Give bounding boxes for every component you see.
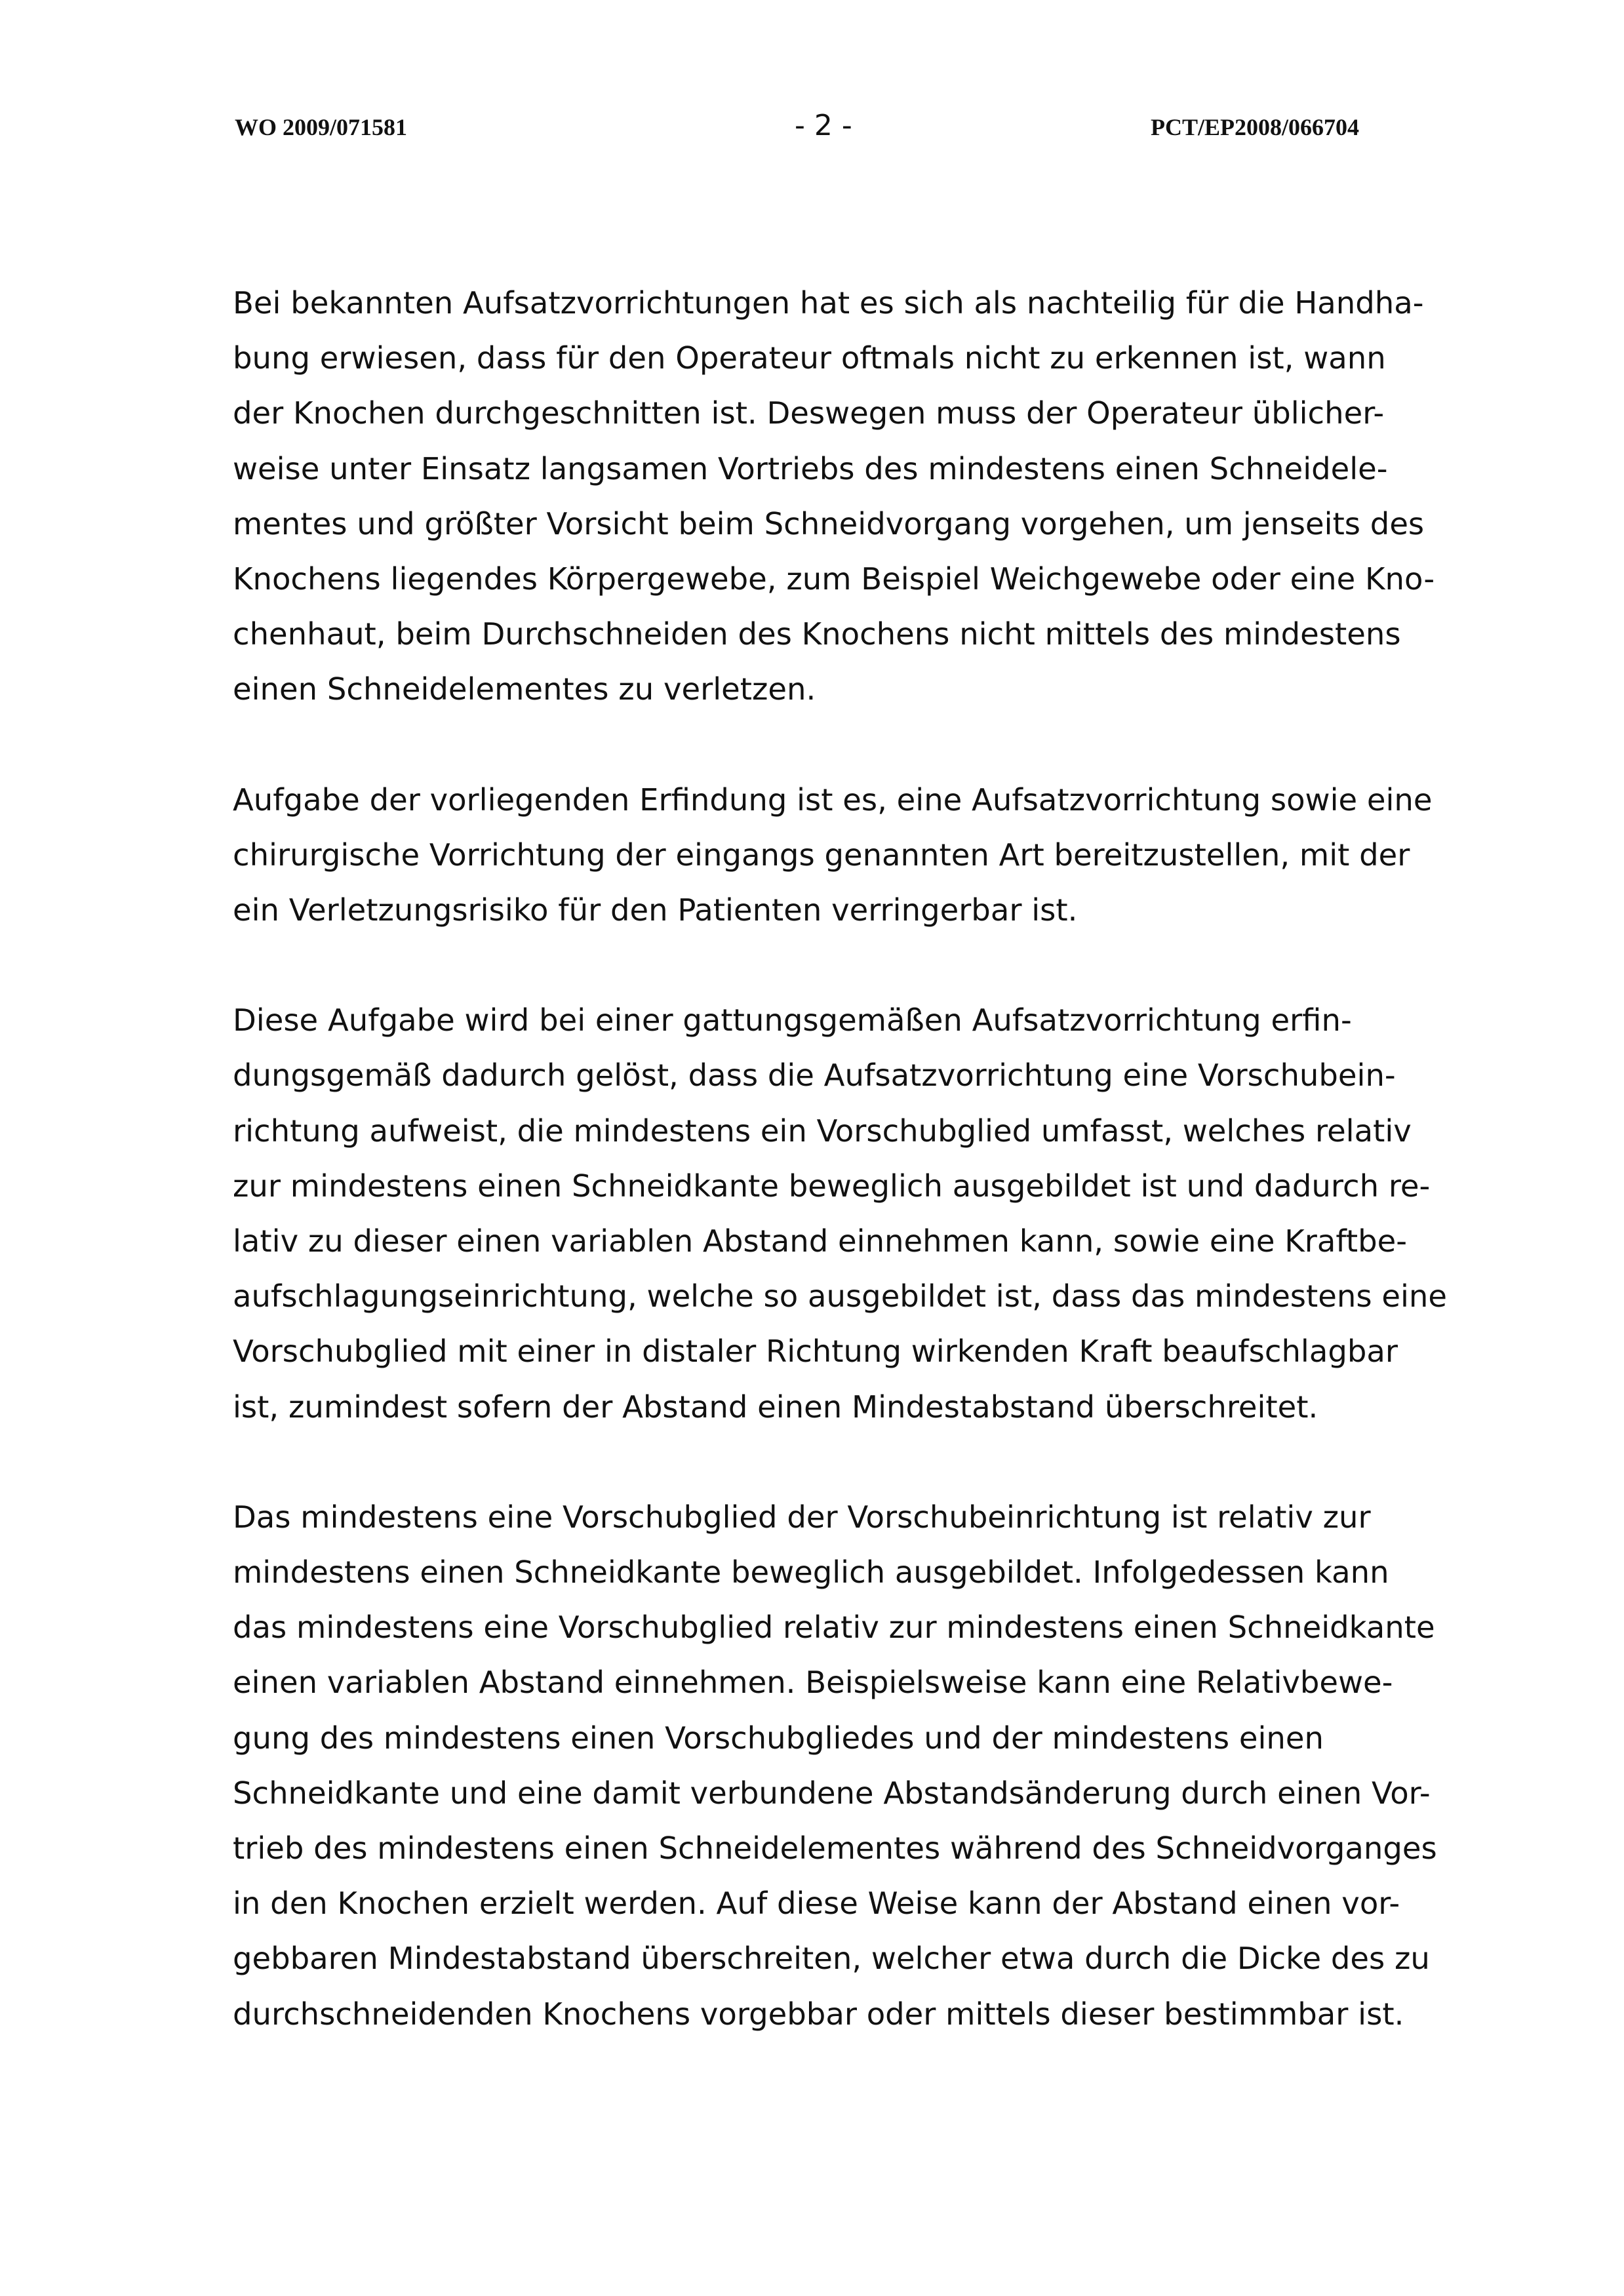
text-line: in den Knochen erzielt werden. Auf diese Weise kann der Abstand einen vor- [233, 1886, 1400, 1922]
text-line: mentes und größter Vorsicht beim Schneidvorgang vorgehen, um jenseits des [233, 505, 1425, 542]
text-line: Aufgabe der vorliegenden Erfindung ist es, eine Aufsatzvorrichtung sowie eine [233, 782, 1433, 818]
text-line: trieb des mindestens einen Schneidelementes während des Schneidvorganges [233, 1831, 1437, 1867]
text-line: Knochens liegendes Körpergewebe, zum Beispiel Weichgewebe oder eine Kno- [233, 561, 1435, 597]
text-line: Diese Aufgabe wird bei einer gattungsgemäßen Aufsatzvorrichtung erfin- [233, 1002, 1352, 1039]
text-line: ist, zumindest sofern der Abstand einen Mindestabstand überschreitet. [233, 1389, 1318, 1425]
paragraph-1 [233, 275, 1433, 717]
text-line: Vorschubglied mit einer in distaler Richtung wirkenden Kraft beaufschlagbar [233, 1334, 1398, 1370]
text-line: bung erwiesen, dass für den Operateur oftmals nicht zu erkennen ist, wann [233, 340, 1386, 376]
text-line: richtung aufweist, die mindestens ein Vorschubglied umfasst, welches relativ [233, 1113, 1412, 1149]
paragraph-3 [233, 993, 1447, 1435]
text-line: mindestens einen Schneidkante beweglich ausgebildet. Infolgedessen kann [233, 1554, 1389, 1591]
text-line: gebbaren Mindestabstand überschreiten, welcher etwa durch die Dicke des zu [233, 1941, 1430, 1977]
text-line: dungsgemäß dadurch gelöst, dass die Aufsatzvorrichtung eine Vorschubein- [233, 1058, 1396, 1094]
publication-number: WO 2009/071581 [235, 114, 408, 140]
text-line: Das mindestens eine Vorschubglied der Vorschubeinrichtung ist relativ zur [233, 1499, 1371, 1535]
page-number: - 2 - [795, 109, 852, 142]
text-line: Schneidkante und eine damit verbundene Abstandsänderung durch einen Vor- [233, 1775, 1431, 1811]
text-line: aufschlagungseinrichtung, welche so ausgebildet ist, dass das mindestens eine [233, 1278, 1447, 1315]
text-line: weise unter Einsatz langsamen Vortriebs des mindestens einen Schneidele- [233, 450, 1388, 486]
text-line: gung des mindestens einen Vorschubgliedes und der mindestens einen [233, 1720, 1324, 1756]
text-line: einen variablen Abstand einnehmen. Beispielsweise kann eine Relativbewe- [233, 1665, 1393, 1701]
text-line: chirurgische Vorrichtung der eingangs genannten Art bereitzustellen, mit der [233, 837, 1410, 873]
body-text [233, 275, 1447, 2097]
text-line: lativ zu dieser einen variablen Abstand einnehmen kann, sowie eine Kraftbe- [233, 1223, 1408, 1259]
text-line: zur mindestens einen Schneidkante beweglich ausgebildet ist und dadurch re- [233, 1168, 1431, 1204]
text-line: chenhaut, beim Durchschneiden des Knochens nicht mittels des mindestens [233, 616, 1401, 652]
text-line: ein Verletzungsrisiko für den Patienten verringerbar ist. [233, 892, 1078, 928]
text-line: einen Schneidelementes zu verletzen. [233, 671, 816, 707]
text-line: Bei bekannten Aufsatzvorrichtungen hat es sich als nachteilig für die Handha- [233, 285, 1424, 321]
paragraph-4 [233, 1490, 1437, 2042]
paragraph-2 [233, 772, 1433, 938]
application-number: PCT/EP2008/066704 [1151, 114, 1360, 140]
text-line: durchschneidenden Knochens vorgebbar oder mittels dieser bestimmbar ist. [233, 1996, 1404, 2032]
text-line: der Knochen durchgeschnitten ist. Deswegen muss der Operateur üblicher- [233, 395, 1385, 431]
text-line: das mindestens eine Vorschubglied relativ zur mindestens einen Schneidkante [233, 1610, 1435, 1646]
